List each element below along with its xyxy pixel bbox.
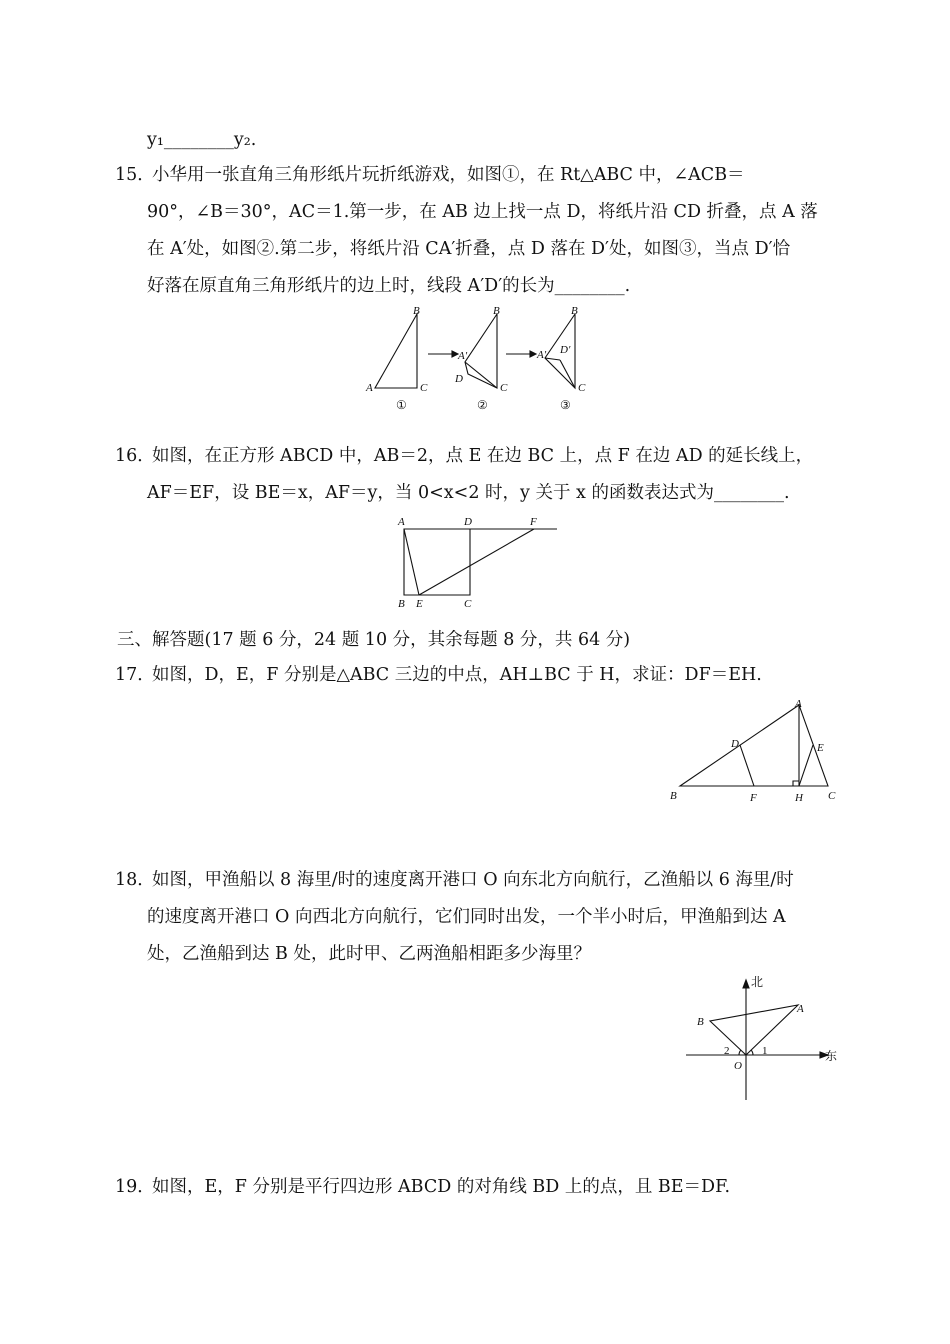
fig16-label-E: E — [416, 598, 423, 610]
fig18-angle-1-arc — [751, 1050, 753, 1055]
fig15-label-B1: B — [413, 305, 420, 317]
fig16-segment-EF — [419, 529, 534, 595]
fig15-label-B3: B — [571, 305, 578, 317]
fig15-triangle-2 — [465, 314, 497, 388]
fig17-segment-EH — [799, 745, 813, 786]
q17-line-1: 如图，D，E，F 分别是△ABC 三边的中点，AH⊥BC 于 H，求证：DF＝EH. — [152, 665, 762, 685]
fig16-label-A: A — [398, 516, 405, 528]
fig18-label-angle-2: 2 — [724, 1045, 730, 1057]
fig17-triangle-ABC — [680, 705, 828, 786]
section-3-heading: 三、解答题(17 题 6 分，24 题 10 分，其余每题 8 分，共 64 分) — [117, 630, 631, 650]
q18-line-3: 处，乙渔船到达 B 处，此时甲、乙两渔船相距多少海里？ — [147, 944, 591, 964]
fig16-label-F: F — [530, 516, 537, 528]
fig15-label-C2: C — [500, 382, 508, 394]
q14-tail-line: y₁________y₂. — [147, 130, 257, 150]
fig15-label-A3: A′ — [537, 349, 547, 361]
fig17-segment-DF — [740, 745, 754, 786]
fig15-label-D2: D — [455, 373, 463, 385]
fig17-label-H: H — [795, 792, 803, 804]
fig17-label-A: A — [795, 698, 802, 710]
fig15-label-B2: B — [493, 305, 500, 317]
fig15-segment-DC — [560, 360, 575, 388]
fig15-caption-1: ① — [396, 398, 407, 412]
q16-line-1: 如图，在正方形 ABCD 中，AB＝2，点 E 在边 BC 上，点 F 在边 AD 的延长线上， — [152, 446, 814, 466]
q15-line-2: 90°，∠B＝30°，AC＝1.第一步，在 AB 边上找一点 D，将纸片沿 CD 折叠，点 A 落 — [147, 202, 818, 222]
fig15-label-C3: C — [578, 382, 586, 394]
question-number-16: 16． — [115, 446, 155, 466]
q19-line-1: 如图，E，F 分别是平行四边形 ABCD 的对角线 BD 上的点，且 BE＝DF. — [152, 1177, 731, 1197]
fig18-label-north: 北 — [751, 975, 764, 989]
figure-17 — [665, 693, 845, 808]
fig18-label-B: B — [697, 1016, 704, 1028]
q18-line-2: 的速度离开港口 O 向西北方向航行，它们同时出发，一个半小时后，甲渔船到达 A — [147, 907, 786, 927]
fig15-label-D3: D′ — [560, 344, 571, 356]
fig18-label-east: 东 — [825, 1049, 838, 1063]
q16-line-2: AF＝EF，设 BE＝x，AF＝y，当 0<x<2 时，y 关于 x 的函数表达式为________. — [147, 483, 790, 503]
fig17-right-angle-mark — [793, 781, 799, 786]
q15-line-4: 好落在原直角三角形纸片的边上时，线段 A′D′的长为________. — [147, 276, 631, 296]
fig18-north-arrowhead — [743, 980, 749, 988]
fig17-label-C: C — [828, 790, 836, 802]
figure-15 — [360, 302, 600, 417]
question-number-15: 15． — [115, 165, 155, 185]
fig15-caption-3: ③ — [560, 398, 571, 412]
fig15-arrowhead-2 — [530, 351, 536, 357]
fig15-label-A2: A′ — [458, 350, 468, 362]
fig15-label-C1: C — [420, 382, 428, 394]
q18-line-1: 如图，甲渔船以 8 海里/时的速度离开港口 O 向东北方向航行，乙渔船以 6 海里/时 — [152, 870, 794, 890]
fig15-triangle-1 — [375, 314, 417, 388]
figure-18 — [682, 972, 842, 1102]
fig18-label-O: O — [734, 1060, 742, 1072]
question-number-18: 18． — [115, 870, 155, 890]
question-number-17: 17． — [115, 665, 155, 685]
fig17-label-D: D — [731, 738, 739, 750]
fig18-label-angle-1: 1 — [762, 1045, 768, 1057]
fig16-label-D: D — [464, 516, 472, 528]
fig15-caption-2: ② — [477, 398, 488, 412]
fig16-label-B: B — [398, 598, 405, 610]
fig16-label-C: C — [464, 598, 472, 610]
fig17-label-E: E — [817, 742, 824, 754]
figure-16 — [392, 512, 562, 612]
fig17-label-F: F — [750, 792, 757, 804]
q15-line-3: 在 A′处，如图②.第二步，将纸片沿 CA′折叠，点 D 落在 D′处，如图③，当点 D′恰 — [147, 239, 791, 259]
q15-line-1: 小华用一张直角三角形纸片玩折纸游戏，如图①，在 Rt△ABC 中，∠ACB＝ — [152, 165, 745, 185]
question-number-19: 19． — [115, 1177, 155, 1197]
fig18-label-A: A — [797, 1003, 804, 1015]
fig17-label-B: B — [670, 790, 677, 802]
fig16-segment-AE — [404, 529, 419, 595]
fig15-label-A1: A — [366, 382, 373, 394]
fig18-angle-2-arc — [739, 1050, 741, 1055]
